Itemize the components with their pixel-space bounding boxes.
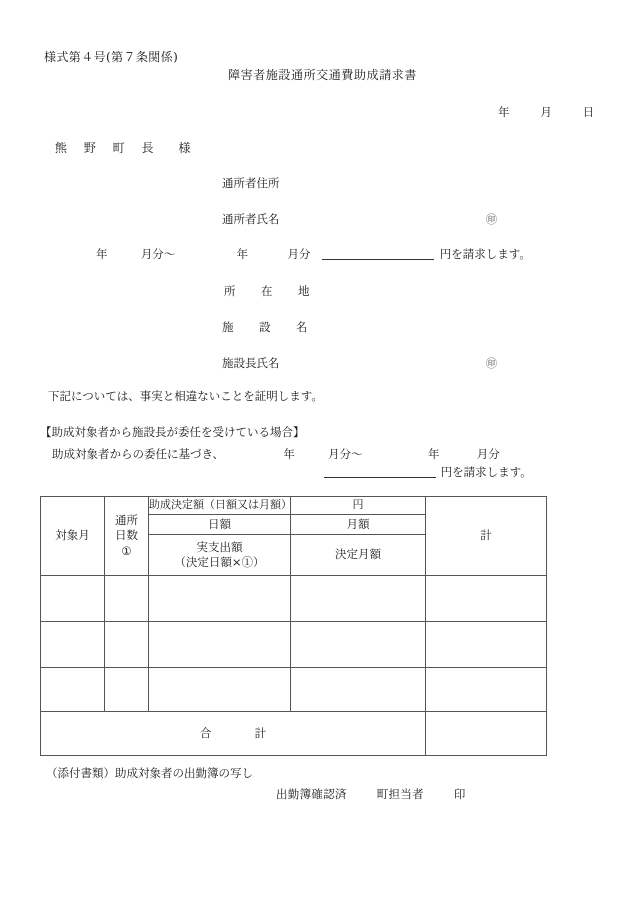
claim-table: [40, 496, 547, 756]
claim-year-to: 年: [236, 247, 249, 261]
table-row: [41, 576, 547, 622]
header-currency: 円: [291, 497, 426, 515]
cell-actual-expense[interactable]: [149, 576, 291, 622]
cell-actual-expense[interactable]: [149, 622, 291, 668]
table-header-row-1: [41, 497, 547, 515]
header-actual-expense-line2: （決定日額×①）: [174, 555, 265, 569]
header-actual-expense-line1: 実支出額: [196, 539, 243, 554]
facility-name-label: 施 設 名: [222, 320, 315, 334]
claim-table-wrap: [40, 496, 546, 756]
addressee: 熊 野 町 長 様: [55, 141, 197, 155]
header-attendance-days: [105, 497, 149, 576]
applicant-address-label: 通所者住所: [222, 176, 280, 190]
claim-amount-suffix: 円を請求します。: [439, 247, 531, 261]
delegation-amount-field[interactable]: [324, 464, 436, 478]
claim-amount-field[interactable]: [322, 246, 434, 260]
form-code: 様式第４号(第７条関係): [44, 50, 179, 64]
cell-total[interactable]: [426, 576, 547, 622]
delegation-year-from: 年: [283, 447, 295, 461]
cell-target-month[interactable]: [41, 668, 105, 712]
delegation-month-from: 月分～: [328, 447, 363, 461]
confirmation-checked-label: 出勤簿確認済: [276, 787, 347, 801]
cell-attendance-days[interactable]: [105, 622, 149, 668]
cell-total[interactable]: [426, 622, 547, 668]
header-monthly-amount: 月額: [291, 515, 426, 535]
header-decision-amount: 助成決定額（日額又は月額）: [149, 497, 291, 515]
table-row: [41, 668, 547, 712]
cell-attendance-days[interactable]: [105, 668, 149, 712]
date-month-label: 月: [540, 105, 553, 119]
document-title: 障害者施設通所交通費助成請求書: [228, 68, 418, 82]
applicant-name-label: 通所者氏名: [222, 212, 280, 226]
date-year-label: 年: [498, 105, 510, 119]
cell-decided-monthly[interactable]: [291, 622, 426, 668]
seal-icon-applicant: ㊞: [486, 213, 497, 226]
header-total: 計: [426, 497, 547, 576]
header-actual-expense: [149, 535, 291, 576]
cell-target-month[interactable]: [41, 622, 105, 668]
delegation-line: [52, 446, 500, 462]
cell-decided-monthly[interactable]: [291, 668, 426, 712]
summary-label: [41, 712, 426, 756]
claim-month-from: 月分～: [140, 247, 176, 261]
attachment-note: （添付書類）助成対象者の出勤簿の写し: [46, 766, 253, 780]
claim-year-from: 年: [96, 247, 108, 261]
date-day-label: 日: [582, 105, 595, 119]
delegation-heading: 【助成対象者から施設長が委任を受けている場合】: [40, 425, 305, 439]
certification-statement: 下記については、事実と相違ないことを証明します。: [48, 389, 323, 403]
cell-actual-expense[interactable]: [149, 668, 291, 712]
delegation-text: 助成対象者からの委任に基づき、: [52, 447, 225, 461]
table-row: [41, 622, 547, 668]
town-staff-label: 町担当者: [376, 787, 424, 801]
summary-label-b: 計: [254, 725, 267, 740]
confirmation-note: [276, 786, 466, 802]
claim-month-to: 月分: [287, 247, 311, 261]
summary-label-a: 合: [199, 725, 212, 740]
date-line: [498, 104, 595, 120]
header-daily-amount: 日額: [149, 515, 291, 535]
delegation-amount-line: [324, 464, 532, 480]
cell-target-month[interactable]: [41, 576, 105, 622]
cell-attendance-days[interactable]: [105, 576, 149, 622]
header-target-month: 対象月: [41, 497, 105, 576]
stamp-label: 印: [453, 787, 466, 801]
summary-total[interactable]: [426, 712, 547, 756]
claim-period-line: [96, 246, 531, 262]
cell-total[interactable]: [426, 668, 547, 712]
table-summary-row: [41, 712, 547, 756]
header-attendance-days-line3: ①: [121, 543, 132, 558]
facility-location-label: 所 在 地: [224, 284, 317, 298]
header-decided-monthly: 決定月額: [291, 535, 426, 576]
delegation-amount-suffix: 円を請求します。: [440, 465, 532, 479]
facility-director-label: 施設長氏名: [222, 356, 280, 370]
header-attendance-days-line1: 通所: [115, 513, 138, 528]
cell-decided-monthly[interactable]: [291, 576, 426, 622]
delegation-month-to: 月分: [476, 447, 500, 461]
header-attendance-days-line2: 日数: [115, 528, 138, 543]
seal-icon-director: ㊞: [486, 357, 497, 370]
delegation-year-to: 年: [427, 447, 440, 461]
